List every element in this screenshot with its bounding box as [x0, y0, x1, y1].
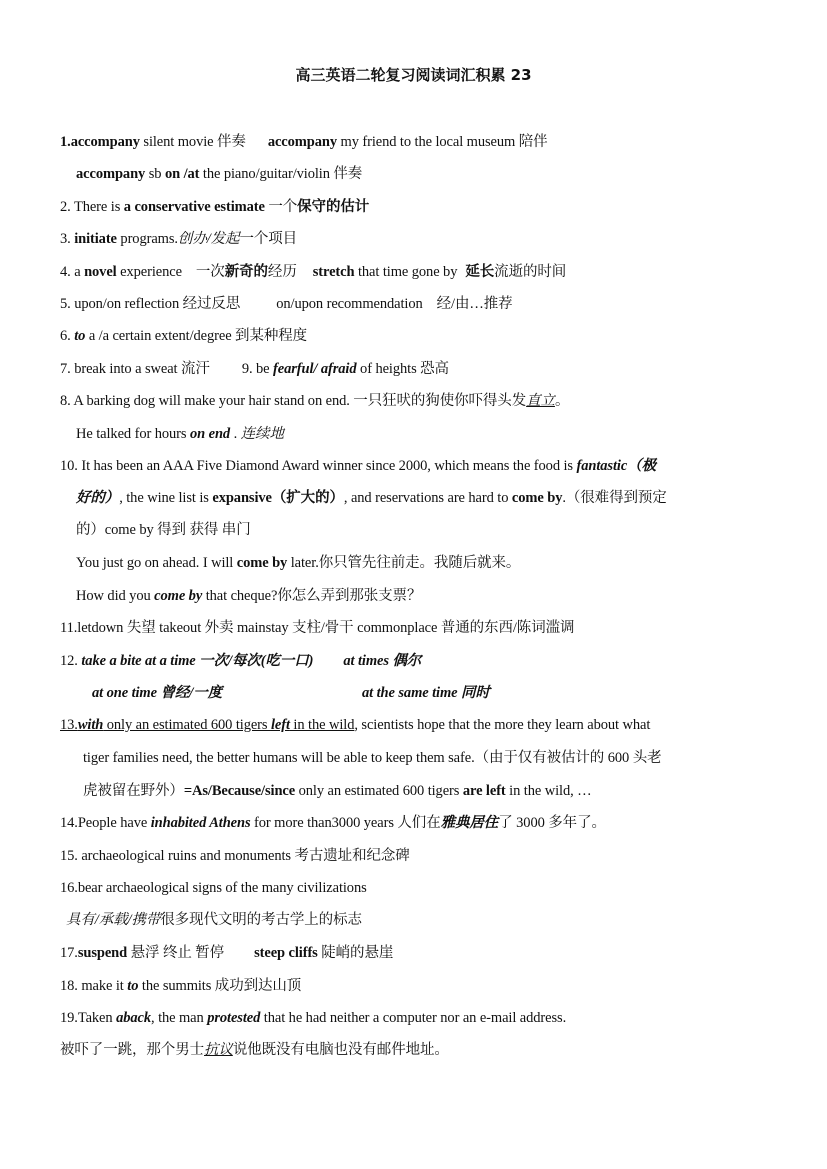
item-6: 6. to a /a certain extent/degree 到某种程度	[60, 328, 308, 344]
term: a conservative estimate	[123, 199, 265, 215]
term: accompany	[267, 134, 337, 150]
item-10-line2: 好的）, the wine list is expansive（扩大的）, and reservations are hard to come by.（很难得到预定	[76, 490, 667, 506]
item-14: 14.People have inhabited Athens for more than3000 years 人们在雅典居住了 3000 多年了。	[60, 815, 606, 831]
definition: 新奇的	[224, 264, 268, 280]
item-8: 8. A barking dog will make your hair stand on end. 一只狂吠的狗使你吓得头发直立。	[60, 393, 570, 409]
term: at times 偶尔	[343, 653, 422, 669]
item-11: 11.letdown 失望 takeout 外卖 mainstay 支柱/骨干 commonplace 普通的东西/陈词滥调	[60, 620, 575, 636]
term: come by	[511, 490, 563, 506]
term: suspend	[77, 945, 128, 961]
item-16-sub: 具有/承载/携带很多现代文明的考古学上的标志	[66, 912, 362, 928]
page-title: 高三英语二轮复习阅读词汇积累 23	[295, 66, 532, 84]
item-10-line3: 的）come by 得到 获得 串门	[76, 522, 251, 538]
term: fantastic（极	[576, 458, 656, 474]
term: to	[74, 328, 86, 344]
term: take a bite at a time 一次/每次(吃一口)	[81, 653, 314, 669]
term: fearful/ afraid	[273, 361, 357, 377]
term: on end	[189, 426, 231, 442]
term: on /at	[164, 166, 200, 182]
item-12-sub	[92, 683, 804, 703]
term: come by	[236, 555, 288, 571]
item-10: 10. It has been an AAA Five Diamond Award winner since 2000, which means the food is fantastic（极	[60, 458, 656, 474]
definition: 抗议	[204, 1042, 233, 1058]
item-18: 18. make it to the summits 成功到达山顶	[60, 978, 302, 994]
term: protested	[207, 1010, 261, 1026]
item-13-line2: tiger families need, the better humans will be able to keep them safe.（由于仅有被估计的 600 头老	[83, 750, 662, 766]
term: accompany	[70, 134, 140, 150]
term: come by	[154, 588, 203, 604]
definition: 直立	[526, 393, 555, 409]
term: expansive（扩大的）	[212, 490, 344, 506]
term: inhabited Athens	[150, 815, 251, 831]
term: =As/Because/since	[183, 783, 296, 799]
item-4: 4. a novel experience 一次新奇的经历 stretch that time gone by 延长流逝的时间	[60, 264, 567, 280]
term: at the same time 同时	[362, 685, 490, 701]
item-19-translation: 被吓了一跳，那个男士抗议说他既没有电脑也没有邮件地址。	[60, 1042, 449, 1058]
item-1-sub: accompany sb on /at the piano/guitar/violin 伴奏	[76, 166, 363, 182]
definition: 具有/承载/携带	[66, 912, 161, 928]
term: to	[127, 978, 139, 994]
item-17: 17.suspend 悬浮 终止 暂停 steep cliffs 陡峭的悬崖	[60, 945, 394, 961]
definition: 雅典居住	[440, 815, 499, 831]
item-13-line3: 虎被留在野外）=As/Because/since only an estimated 600 tigers are left in the wild, …	[83, 783, 592, 799]
item-16: 16.bear archaeological signs of the many civilizations	[60, 880, 367, 896]
term: with	[77, 717, 104, 733]
item-3: 3. initiate programs.创办/发起一个项目	[60, 231, 298, 247]
definition: 创办/发起	[177, 231, 240, 247]
definition: 延长	[465, 264, 495, 280]
item-10-example2: How did you come by that cheque?你怎么弄到那张支票？	[76, 588, 422, 604]
term: steep cliffs	[254, 945, 318, 961]
item-number: 1.	[60, 134, 71, 150]
term: initiate	[74, 231, 117, 247]
term: left	[270, 717, 290, 733]
item-15: 15. archaeological ruins and monuments 考古遗址和纪念碑	[60, 848, 410, 864]
term: accompany	[76, 166, 146, 182]
definition: 保守的估计	[297, 199, 370, 215]
item-7: 7. break into a sweat 流汗 9. be fearful/ afraid of heights 恐高	[60, 361, 449, 377]
item-8-sub: He talked for hours on end . 连续地	[76, 426, 284, 442]
item-2: 2. There is a conservative estimate 一个保守的估计	[60, 199, 370, 215]
term: are left	[462, 783, 506, 799]
definition: the piano/guitar/violin 伴奏	[199, 166, 363, 182]
term: aback	[116, 1010, 152, 1026]
item-12: 12. take a bite at a time 一次/每次(吃一口) at times 偶尔	[60, 653, 422, 669]
term: stretch	[312, 264, 355, 280]
term: at one time 曾经/一度	[92, 685, 223, 701]
item-13: 13.with only an estimated 600 tigers left in the wild, scientists hope that the more they learn about what	[60, 717, 651, 733]
item-1	[60, 132, 772, 152]
item-10-example1: You just go on ahead. I will come by later.你只管先往前走。我随后就来。	[76, 555, 521, 571]
definition: silent movie 伴奏	[139, 134, 246, 150]
item-5: 5. upon/on reflection 经过反思 on/upon recommendation 经/由…推荐	[60, 296, 513, 312]
definition: my friend to the local museum 陪伴	[337, 134, 548, 150]
item-19: 19.Taken aback, the man protested that he had neither a computer nor an e-mail address.	[60, 1010, 567, 1026]
definition: 连续地	[240, 426, 284, 442]
term: novel	[84, 264, 117, 280]
